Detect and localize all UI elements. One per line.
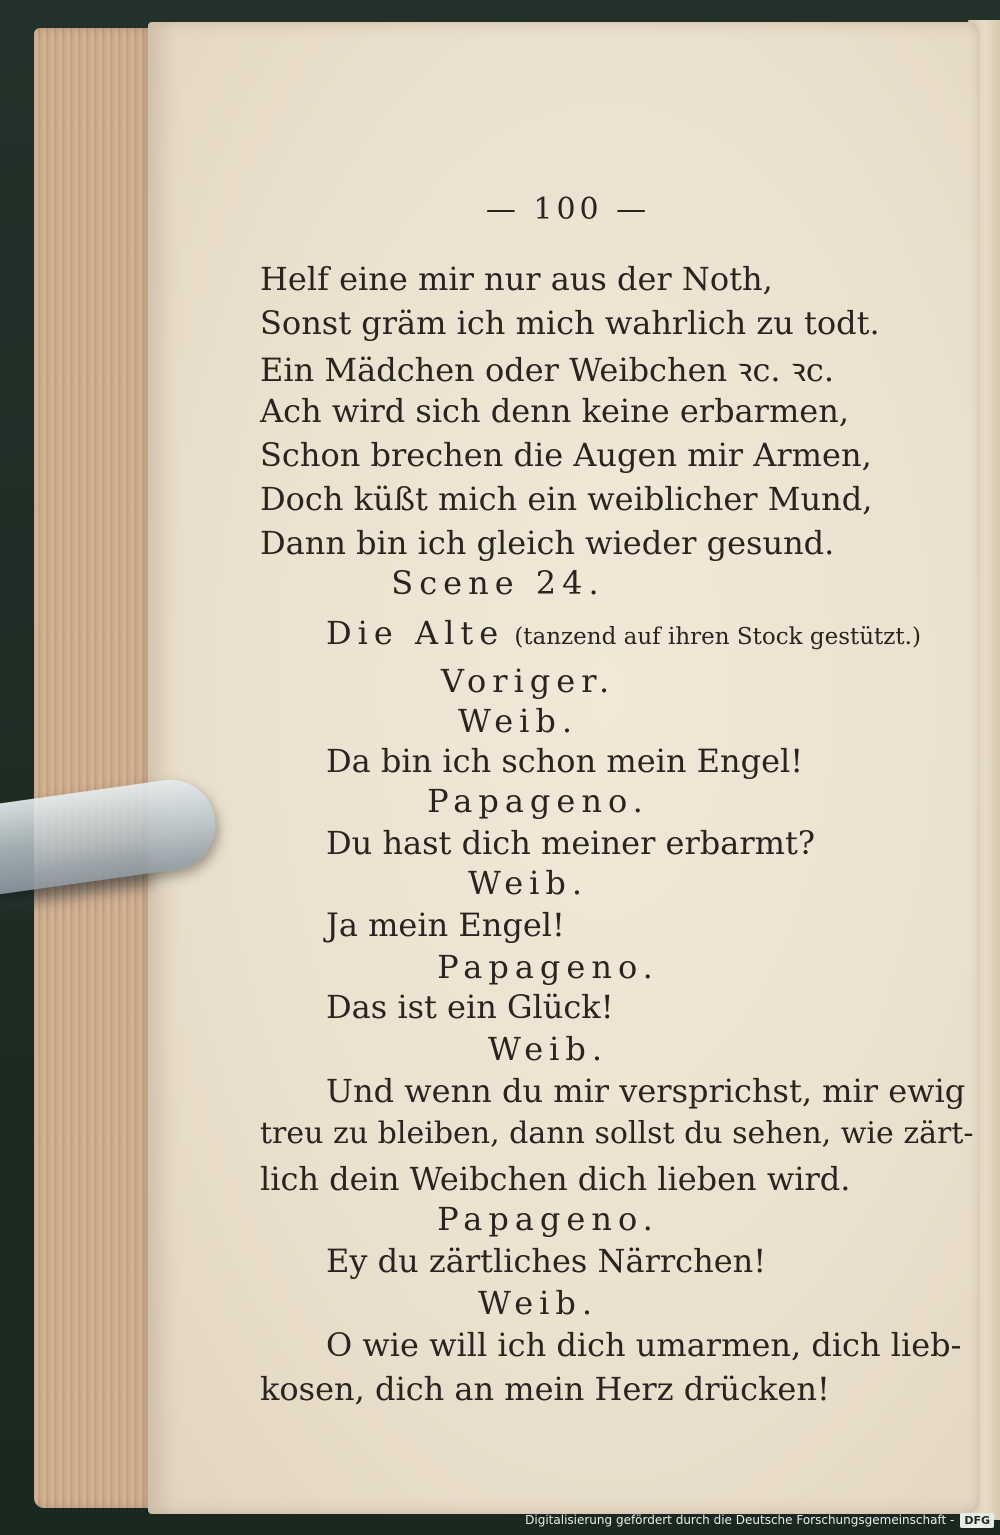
- dfg-logo-icon: DFG: [960, 1513, 994, 1528]
- speaker-label: Papageno.: [437, 1200, 659, 1238]
- page-number: — 100 —: [485, 192, 651, 227]
- page-edges: [34, 28, 154, 1508]
- verse-line: Schon brechen die Augen mir Armen,: [260, 436, 872, 474]
- dialogue-line: Ja mein Engel!: [326, 906, 565, 944]
- verse-line: Doch küßt mich ein weiblicher Mund,: [260, 480, 873, 518]
- verse-line: Ach wird sich denn keine erbarmen,: [260, 392, 849, 430]
- speaker-label: Weib.: [467, 864, 589, 902]
- verse-line: Sonst gräm ich mich wahrlich zu todt.: [260, 304, 880, 342]
- speaker-label: Papageno.: [437, 948, 659, 986]
- speaker-label: Weib.: [477, 1284, 599, 1322]
- dialogue-line: Das ist ein Glück!: [326, 988, 614, 1026]
- stage-line: [326, 614, 921, 652]
- verse-line: Helf eine mir nur aus der Noth,: [260, 260, 773, 298]
- verse-line: Ein Mädchen oder Weibchen ꝛc. ꝛc.: [260, 351, 834, 389]
- scene-heading: Scene 24.: [391, 564, 605, 602]
- page-text: [148, 22, 980, 1514]
- dialogue-line: kosen, dich an mein Herz drücken!: [260, 1370, 830, 1408]
- speaker-label: Weib.: [487, 1030, 609, 1068]
- dialogue-line: Und wenn du mir versprichst, mir ewig: [326, 1072, 966, 1110]
- stage-direction: (tanzend auf ihren Stock gestützt.): [514, 624, 921, 650]
- previous-label: Voriger.: [440, 662, 616, 700]
- dialogue-line: Ey du zärtliches Närrchen!: [326, 1242, 767, 1280]
- footer-credit: Digitalisierung gefördert durch die Deutsche Forschungsgemeinschaft -: [525, 1513, 955, 1527]
- dialogue-line: O wie will ich dich umarmen, dich lieb-: [326, 1326, 962, 1364]
- dialogue-line: Da bin ich schon mein Engel!: [326, 742, 804, 780]
- speaker-label: Weib.: [457, 702, 579, 740]
- dialogue-line: Du hast dich meiner erbarmt?: [326, 824, 815, 862]
- speaker-label: Papageno.: [427, 782, 649, 820]
- book-page: [148, 22, 980, 1514]
- stage-speaker: Die Alte: [326, 614, 505, 652]
- digitization-footer: [525, 1509, 994, 1531]
- dialogue-line: treu zu bleiben, dann sollst du sehen, wie zärt-: [260, 1116, 974, 1151]
- dialogue-line: lich dein Weibchen dich lieben wird.: [260, 1160, 851, 1198]
- verse-line: Dann bin ich gleich wieder gesund.: [260, 524, 835, 562]
